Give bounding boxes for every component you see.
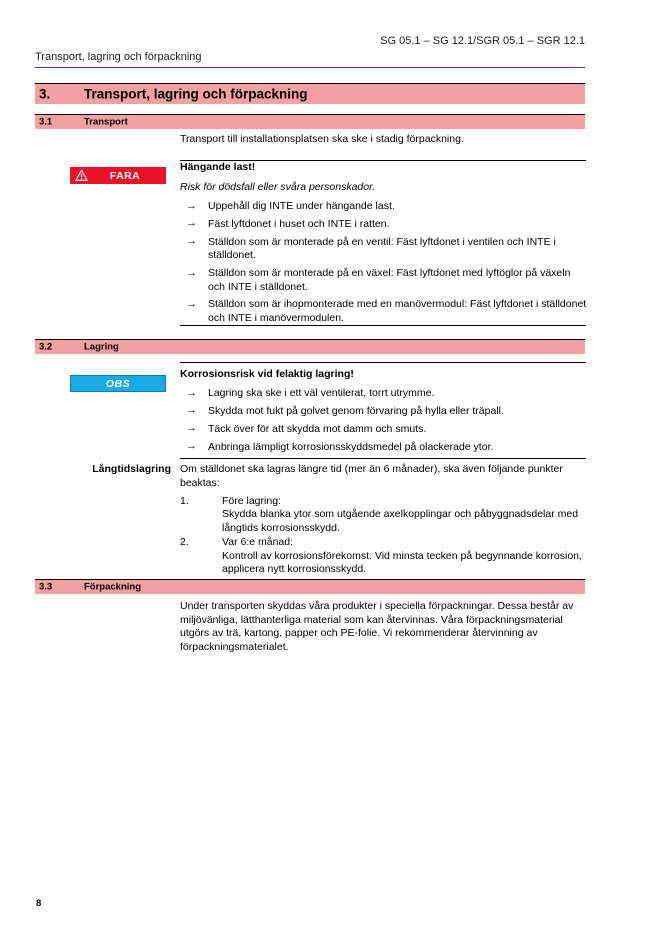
arrow-bullet-icon: → <box>186 235 197 248</box>
arrow-bullet-icon: → <box>186 217 197 230</box>
page-number: 8 <box>36 898 42 909</box>
danger-notice-subheading: Risk för dödsfall eller svåra personskador. <box>180 181 376 193</box>
header-divider <box>35 67 585 68</box>
list-item-text: Lagring ska ske i ett väl ventilerat, torrt utrymme. <box>208 387 435 399</box>
list-item <box>180 200 588 213</box>
danger-badge-label: FARA <box>109 169 141 182</box>
list-item-text: Skydda mot fukt på golvet genom förvaring på hylla eller träpall. <box>208 404 504 417</box>
list-item <box>180 536 588 576</box>
warning-triangle-icon <box>75 169 88 182</box>
section-heading-bar-forpackning <box>35 579 585 594</box>
list-item <box>180 405 588 418</box>
danger-notice-heading: Hängande last! <box>180 161 256 173</box>
list-item-text: Fäst lyftdonet i huset och INTE i ratten. <box>208 217 390 230</box>
step-body: Kontroll av korrosionsförekomst. Vid minsta tecken på begynnande korrosion, applicera nytt korrosionsskydd. <box>222 549 582 576</box>
list-item-text: Täck över för att skydda mot damm och smuts. <box>208 422 427 435</box>
note-notice-list <box>180 387 588 459</box>
section-number-forpackning: 3.3 <box>39 581 53 593</box>
section-heading-bar-transport <box>35 114 585 129</box>
list-item-text: Ställdon som är ihopmonterade med en manövermodul: Fäst lyftdonet i ställdonet och INTE i manövermodulen. <box>208 298 587 324</box>
note-notice-bottom-rule <box>180 458 586 459</box>
section-title-transport: Transport <box>84 116 128 128</box>
arrow-bullet-icon: → <box>186 386 197 399</box>
step-body: Skydda blanka ytor som utgående axelkopplingar och påbyggnadsdelar med långtids korrosionsskydd. <box>222 508 579 534</box>
section-title-forpackning: Förpackning <box>84 581 142 593</box>
long-term-storage-intro: Om ställdonet ska lagras längre tid (mer än 6 månader), ska även följande punkter beaktas: <box>180 463 563 489</box>
long-term-storage-margin-label: Långtidslagring <box>92 463 171 475</box>
chapter-title: Transport, lagring och förpackning <box>84 86 308 102</box>
list-item <box>180 218 588 231</box>
arrow-bullet-icon: → <box>186 422 197 435</box>
note-badge-label: OBS <box>105 377 131 390</box>
danger-notice-list <box>180 200 588 330</box>
document-reference: SG 05.1 – SG 12.1/SGR 05.1 – SGR 12.1 <box>380 35 585 47</box>
list-item <box>180 387 588 400</box>
step-number: 1. <box>180 495 189 507</box>
step-title: Var 6:e månad: <box>222 536 294 549</box>
note-notice-top-rule <box>180 362 586 363</box>
note-notice-heading: Korrosionsrisk vid felaktig lagring! <box>180 368 354 380</box>
arrow-bullet-icon: → <box>186 440 197 453</box>
long-term-storage-steps <box>180 495 588 577</box>
list-item <box>180 236 588 263</box>
list-item-text: Uppehåll dig INTE under hängande last. <box>208 200 395 212</box>
arrow-bullet-icon: → <box>186 297 197 310</box>
forpackning-body-text: Under transporten skyddas våra produkter i speciella förpackningar. Dessa består av miljövänliga, lätthanterliga material som kan återvinnas. Våra förpackningsmaterial utgörs av trä, kartong, papper och PE-folie. Vi rekommenderar återvinning av förpackningsmaterialet. <box>180 600 574 653</box>
list-item <box>180 441 588 454</box>
step-number: 2. <box>180 536 189 549</box>
list-item <box>180 298 588 325</box>
chapter-number: 3. <box>39 86 51 102</box>
arrow-bullet-icon: → <box>186 266 197 279</box>
section-number-transport: 3.1 <box>39 116 53 128</box>
running-header-title: Transport, lagring och förpackning <box>35 51 202 63</box>
list-item <box>180 267 588 294</box>
transport-intro-text: Transport till installationsplatsen ska ske i stadig förpackning. <box>180 133 464 145</box>
note-badge <box>70 375 166 392</box>
list-item-text: Ställdon som är monterade på en växel: Fäst lyftdonet med lyftöglor på växeln och INTE i ställdonet. <box>208 267 571 293</box>
list-item-text: Ställdon som är monterade på en ventil: Fäst lyftdonet i ventilen och INTE i ställdonet. <box>208 235 556 262</box>
arrow-bullet-icon: → <box>186 199 197 212</box>
chapter-heading-bar <box>35 83 585 104</box>
step-title: Före lagring: <box>222 495 281 507</box>
section-number-lagring: 3.2 <box>39 341 53 353</box>
danger-notice-bottom-rule <box>180 325 586 326</box>
section-heading-bar-lagring <box>35 339 585 354</box>
arrow-bullet-icon: → <box>186 404 197 417</box>
danger-badge <box>70 167 166 184</box>
section-title-lagring: Lagring <box>84 341 119 353</box>
list-item <box>180 423 588 436</box>
list-item-text: Anbringa lämpligt korrosionsskyddsmedel på olackerade ytor. <box>208 440 494 453</box>
list-item <box>180 495 588 535</box>
